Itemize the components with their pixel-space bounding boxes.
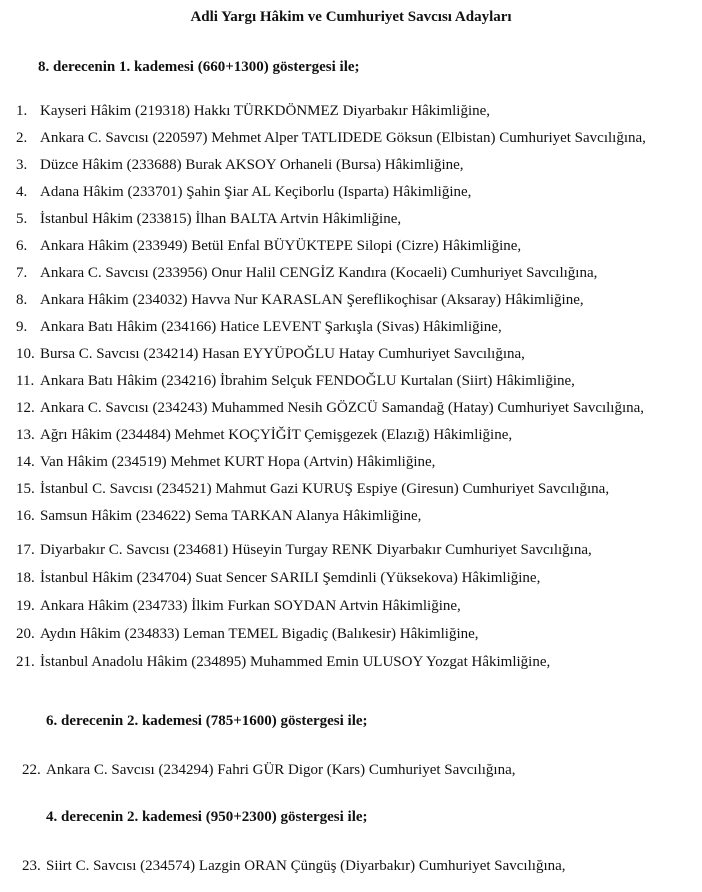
item-number: 9. [16,319,28,335]
item-text: Ankara Batı Hâkim (234166) Hatice LEVENT Şarkışla (Sivas) Hâkimliğine, [40,319,502,335]
item-text: Ankara C. Savcısı (234294) Fahri GÜR Digor (Kars) Cumhuriyet Savcılığına, [46,762,516,778]
list-item [22,857,566,875]
list-item [16,426,512,444]
item-text: Siirt C. Savcısı (234574) Lazgin ORAN Çüngüş (Diyarbakır) Cumhuriyet Savcılığına, [46,858,566,874]
item-number: 19. [16,598,35,614]
item-number: 1. [16,103,28,119]
item-text: Ankara C. Savcısı (234243) Muhammed Nesih GÖZCÜ Samandağ (Hatay) Cumhuriyet Savcılığına, [40,400,645,416]
item-number: 22. [22,762,41,778]
section-heading: 8. derecenin 1. kademesi (660+1300) göstergesi ile; [38,59,360,75]
list-item [16,653,550,671]
item-number: 16. [16,508,35,524]
list-item [16,210,401,228]
list-item [16,399,644,417]
item-text: İstanbul Anadolu Hâkim (234895) Muhammed Emin ULUSOY Yozgat Hâkimliğine, [40,654,551,670]
list-item [16,318,502,336]
item-text: Ankara Hâkim (234733) İlkim Furkan SOYDAN Artvin Hâkimliğine, [40,598,461,614]
item-number: 13. [16,427,35,443]
item-text: Samsun Hâkim (234622) Sema TARKAN Alanya Hâkimliğine, [40,508,422,524]
list-item [16,541,592,559]
list-item [16,102,490,120]
list-item [16,291,584,309]
list-item [16,372,575,390]
list-item [16,237,521,255]
item-text: Ankara C. Savcısı (233956) Onur Halil CENGİZ Kandıra (Kocaeli) Cumhuriyet Savcılığına, [40,265,598,281]
item-number: 21. [16,654,35,670]
item-number: 20. [16,626,35,642]
item-number: 8. [16,292,28,308]
item-text: Ankara Hâkim (234032) Havva Nur KARASLAN Şereflikoçhisar (Aksaray) Hâkimliğine, [40,292,584,308]
item-number: 3. [16,157,28,173]
item-text: Ağrı Hâkim (234484) Mehmet KOÇYİĞİT Çemişgezek (Elazığ) Hâkimliğine, [40,427,513,443]
item-text: İstanbul Hâkim (234704) Suat Sencer SARILI Şemdinli (Yüksekova) Hâkimliğine, [40,570,541,586]
item-text: Kayseri Hâkim (219318) Hakkı TÜRKDÖNMEZ Diyarbakır Hâkimliğine, [40,103,491,119]
section-heading: 4. derecenin 2. kademesi (950+2300) göstergesi ile; [46,809,368,825]
item-text: Ankara C. Savcısı (220597) Mehmet Alper TATLIDEDE Göksun (Elbistan) Cumhuriyet Savcılığına, [40,130,646,146]
item-number: 2. [16,130,28,146]
item-number: 7. [16,265,28,281]
document-title: Adli Yargı Hâkim ve Cumhuriyet Savcısı Adayları [190,9,512,25]
item-number: 23. [22,858,41,874]
item-number: 17. [16,542,35,558]
item-text: Düzce Hâkim (233688) Burak AKSOY Orhaneli (Bursa) Hâkimliğine, [40,157,464,173]
list-item [16,156,464,174]
list-item [16,480,609,498]
item-text: Van Hâkim (234519) Mehmet KURT Hopa (Artvin) Hâkimliğine, [40,454,436,470]
item-number: 10. [16,346,35,362]
section-heading: 6. derecenin 2. kademesi (785+1600) göstergesi ile; [46,713,368,729]
list-item [16,264,597,282]
item-number: 14. [16,454,35,470]
item-number: 11. [16,373,35,389]
item-text: Ankara Hâkim (233949) Betül Enfal BÜYÜKTEPE Silopi (Cizre) Hâkimliğine, [40,238,522,254]
item-number: 15. [16,481,35,497]
item-text: İstanbul C. Savcısı (234521) Mahmut Gazi KURUŞ Espiye (Giresun) Cumhuriyet Savcılığına, [40,481,610,497]
list-item [16,597,461,615]
list-item [16,183,471,201]
item-text: Adana Hâkim (233701) Şahin Şiar AL Keçiborlu (Isparta) Hâkimliğine, [40,184,472,200]
list-item [16,569,540,587]
item-text: İstanbul Hâkim (233815) İlhan BALTA Artvin Hâkimliğine, [40,211,402,227]
item-number: 4. [16,184,28,200]
item-number: 12. [16,400,35,416]
item-text: Bursa C. Savcısı (234214) Hasan EYYÜPOĞLU Hatay Cumhuriyet Savcılığına, [40,346,525,362]
item-number: 18. [16,570,35,586]
item-number: 5. [16,211,28,227]
item-text: Ankara Batı Hâkim (234216) İbrahim Selçuk FENDOĞLU Kurtalan (Siirt) Hâkimliğine, [40,373,575,389]
item-text: Diyarbakır C. Savcısı (234681) Hüseyin Turgay RENK Diyarbakır Cumhuriyet Savcılığına, [40,542,592,558]
item-number: 6. [16,238,28,254]
item-text: Aydın Hâkim (234833) Leman TEMEL Bigadiç (Balıkesir) Hâkimliğine, [40,626,479,642]
list-item [16,453,435,471]
list-item [16,507,421,525]
list-item [16,129,646,147]
list-item [22,761,516,779]
list-item [16,345,525,363]
list-item [16,625,479,643]
